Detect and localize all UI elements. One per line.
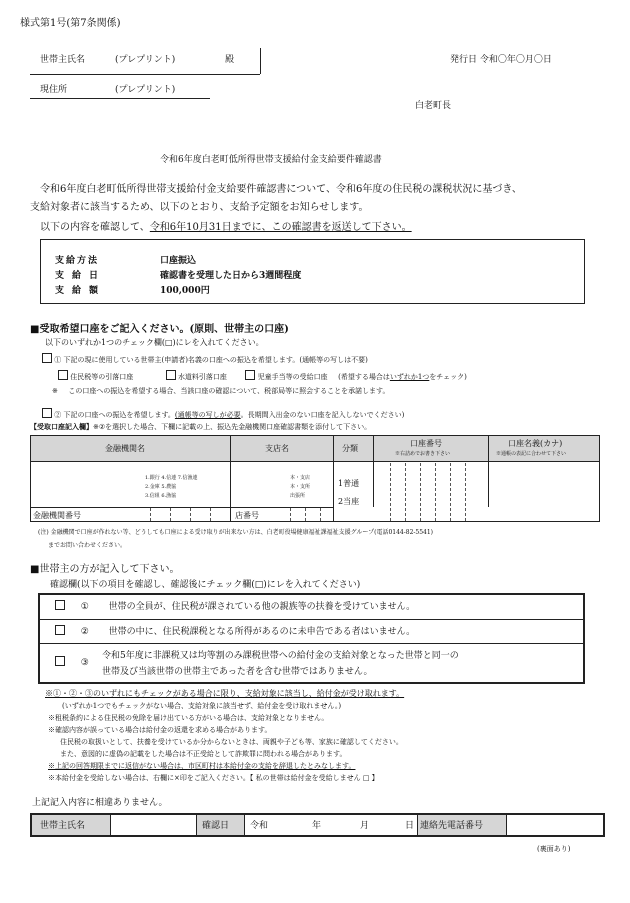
table-note xyxy=(30,422,371,432)
intro-line-3 xyxy=(40,218,412,233)
issuer: 白老町長 xyxy=(415,101,452,111)
payment-date-label: 支給日 xyxy=(55,271,107,281)
phone-label: 連絡先電話番号 xyxy=(420,821,484,831)
sig-divider-5 xyxy=(506,813,507,837)
note-7: ※上記の回答期限までに返信がない場合は、市区町村は本給付金の支給を辞退したとみなします。 xyxy=(48,762,356,770)
confirm-3-number: ③ xyxy=(80,658,89,668)
bank-types-2: 2.金庫 5.農協 xyxy=(145,484,177,490)
confirm-3-row xyxy=(55,656,89,668)
account-digit-sep-1 xyxy=(390,463,391,521)
account-digit-sep-3 xyxy=(420,463,421,521)
account-digit-sep-6 xyxy=(465,463,466,521)
branch-types-1: 本・支店 xyxy=(290,475,311,481)
confirm-3-text-2: 世帯及び当該世帯の世帯主であった者を含む世帯ではありません。 xyxy=(102,667,373,677)
option-1c-label: 児童手当等の受給口座 xyxy=(257,373,328,381)
note-4: ※確認内容が誤っている場合は給付金の返還を求める場合があります。 xyxy=(48,726,272,734)
branch-code-sep-3 xyxy=(320,508,321,521)
householder-heading: ■世帯主の方が記入して下さい。 xyxy=(30,564,180,575)
code-row-rule xyxy=(30,507,333,508)
option-1-checkbox[interactable] xyxy=(42,353,52,363)
note-2: (いずれか1つでもチェックがない場合、支給対象に該当せず、給付金を受け取れません。) xyxy=(62,702,342,710)
payment-box xyxy=(40,239,585,304)
honorific: 殿 xyxy=(225,55,235,65)
consent-note-text: この口座への振込を希望する場合、当該口座の確認について、税部局等に照会することを承諾します。 xyxy=(68,387,390,395)
payment-amount-label: 支給額 xyxy=(55,286,107,296)
col-divider-account xyxy=(488,435,489,507)
confirm-2-checkbox[interactable] xyxy=(55,625,65,635)
option-2-post: 。長期間入出金のない口座を記入しないでください) xyxy=(240,411,405,419)
address-label: 現住所 xyxy=(40,85,68,95)
payment-date-value: 確認書を受理した日から3週間程度 xyxy=(160,271,302,281)
option-2-checkbox[interactable] xyxy=(42,408,52,418)
branch-code-sep-1 xyxy=(290,508,291,521)
bank-code-sep-2 xyxy=(170,508,171,521)
branch-types-3: 出張所 xyxy=(290,493,306,499)
type-ordinary: 1普通 xyxy=(338,479,360,488)
option-2-label: ② 下記の口座への振込を希望します。 xyxy=(54,411,175,419)
sig-divider-1 xyxy=(110,813,111,837)
confirm-1-text: 世帯の全員が、住民税が課されている他の親族等の扶養を受けていません。 xyxy=(108,602,416,612)
note-3: ※租税条約による住民税の免除を届け出ている方がいる場合は、支給対象となりません。 xyxy=(48,714,329,722)
phone-field[interactable] xyxy=(508,816,602,834)
note-1: ※①・②・③のいずれにもチェックがある場合に限り、支給対象に該当し、給付金が受け取れます。 xyxy=(45,689,405,698)
back-page-note: (裏面あり) xyxy=(537,845,571,853)
option-1-note-post: をチェック) xyxy=(429,373,467,381)
bank-code-sep-4 xyxy=(210,508,211,521)
form-number: 様式第1号(第7条関係) xyxy=(20,18,121,29)
name-field[interactable] xyxy=(112,816,194,834)
note-5: 住民税の取扱いとして、扶養を受けているか分からないときは、両親や子ども等、家族に確認してください。 xyxy=(60,738,403,746)
date-month: 月 xyxy=(360,821,370,831)
col-type-header: 分類 xyxy=(342,444,358,453)
name-label: 世帯主氏名 xyxy=(40,821,86,831)
col-holder-sub: ※通帳の表記に合わせて下さい xyxy=(496,451,567,457)
sig-divider-3 xyxy=(244,813,245,837)
note-8: ※本給付金を受給しない場合は、右欄に×印をご記入ください。【 私の世帯は給付金を受給しません □ 】 xyxy=(48,774,379,782)
bank-types-3: 3.信組 6.漁協 xyxy=(145,493,177,499)
householder-value: (プレプリント) xyxy=(115,55,176,65)
account-sub: 以下のいずれか1つのチェック欄(□)にレを入れてください。 xyxy=(45,338,264,347)
account-digit-sep-4 xyxy=(435,463,436,521)
date-label: 確認日 xyxy=(202,821,230,831)
note-6: また、意図的に虚偽の記載をした場合は不正受給として詐欺罪に問われる場合があります。 xyxy=(60,750,347,758)
caution-2: までお問い合わせください。 xyxy=(48,542,127,549)
col-divider-type xyxy=(373,435,374,507)
option-1 xyxy=(42,353,368,365)
date-year: 年 xyxy=(312,821,322,831)
option-1c-checkbox[interactable] xyxy=(245,370,255,380)
code-row-end xyxy=(333,507,334,522)
col-holder-header: 口座名義(カナ) xyxy=(508,439,563,448)
option-2-underline: (通帳等の写しが必要 xyxy=(174,411,241,419)
option-2 xyxy=(42,408,404,420)
householder-label: 世帯主氏名 xyxy=(40,55,86,65)
account-heading: ■受取希望口座をご記入ください。(原則、世帯主の口座) xyxy=(30,324,289,335)
col-account-sub: ※右詰めでお書き下さい xyxy=(395,451,451,457)
confirm-item-2 xyxy=(55,624,415,637)
account-table-header-rule xyxy=(30,461,600,462)
header-rule-2 xyxy=(30,98,210,99)
consent-note xyxy=(52,386,390,396)
date-era: 令和 xyxy=(250,821,269,831)
option-1-note-underline: いずれか1つ xyxy=(389,373,430,381)
intro-line-2: 支給対象者に該当するため、以下のとおり、支給予定額をお知らせします。 xyxy=(30,202,369,213)
branch-types-2: 本・支所 xyxy=(290,484,311,490)
col-bank-header: 金融機関名 xyxy=(105,444,145,453)
header-divider xyxy=(260,48,261,74)
col-divider-branch xyxy=(333,435,334,507)
confirm-2-text: 世帯の中に、住民税課税となる所得があるのに未申告である者はいません。 xyxy=(108,627,416,637)
consent-note-mark: ※ xyxy=(52,387,58,395)
agreement-text: 上記記入内容に相違ありません。 xyxy=(32,798,168,808)
issue-date: 発行日 令和〇年〇月〇日 xyxy=(450,55,552,65)
header-rule-1 xyxy=(30,74,260,75)
address-value: (プレプリント) xyxy=(115,85,176,95)
bank-code-sep-3 xyxy=(190,508,191,521)
type-current: 2当座 xyxy=(338,497,360,506)
bank-code-label: 金融機関番号 xyxy=(33,511,81,520)
bank-code-sep-1 xyxy=(150,508,151,521)
confirmation-rule-2 xyxy=(38,643,585,644)
date-day: 日 xyxy=(405,821,415,831)
account-digit-sep-2 xyxy=(405,463,406,521)
option-1a-label: 住民税等の引落口座 xyxy=(70,373,134,381)
table-note-text: ※②を選択した場合、下欄に記載の上、振込先金融機関口座確認書類を添付して下さい。 xyxy=(93,423,372,431)
option-1a-checkbox[interactable] xyxy=(58,370,68,380)
col-branch-header: 支店名 xyxy=(265,444,289,453)
payment-amount-value: 100,000円 xyxy=(160,286,210,296)
bank-types-1: 1.銀行 4.信連 7.信漁連 xyxy=(145,475,198,481)
confirm-1-number: ① xyxy=(80,602,89,612)
document-title: 令和6年度白老町低所得世帯支援給付金支給要件確認書 xyxy=(160,155,382,165)
option-1b-label: 水道料引落口座 xyxy=(177,373,227,381)
branch-code-sep-2 xyxy=(305,508,306,521)
option-1b-checkbox[interactable] xyxy=(166,370,176,380)
option-1-sub xyxy=(58,370,467,382)
intro-deadline: 令和6年10月31日までに、この確認書を返送して下さい。 xyxy=(149,222,412,233)
option-1-label: ① 下記の現に使用している世帯主(申請者)名義の口座への振込を希望します。(通帳等の写しは不要) xyxy=(54,356,368,364)
payment-method-label: 支給方法 xyxy=(55,256,100,266)
table-note-bold: 【受取口座記入欄】 xyxy=(30,422,93,431)
col-account-header: 口座番号 xyxy=(410,439,442,448)
caution-1: (注) 金融機関で口座が作れない等、どうしても口座による受け取りが出来ない方は、白老町役場健康福祉課福祉支援グループ(電話0144-82-5541) xyxy=(38,529,434,536)
payment-method-value: 口座振込 xyxy=(160,256,197,266)
branch-code-label: 店番号 xyxy=(235,511,259,520)
confirm-1-checkbox[interactable] xyxy=(55,600,65,610)
confirm-3-text-1: 令和5年度に非課税又は均等割のみ課税世帯への給付金の支給対象となった世帯と同一の xyxy=(102,651,459,661)
intro-line-3-pre: 以下の内容を確認して、 xyxy=(40,222,150,233)
confirm-item-1 xyxy=(55,599,415,612)
householder-sub: 確認欄(以下の項目を確認し、確認後にチェック欄(□)にレを入れてください) xyxy=(50,580,361,590)
confirm-3-checkbox[interactable] xyxy=(55,656,65,666)
option-1-note-pre: (希望する場合は xyxy=(338,373,390,381)
account-digit-sep-5 xyxy=(450,463,451,521)
intro-line-1: 令和6年度白老町低所得世帯支援給付金支給要件確認書について、令和6年度の住民税の課税状況に基づき、 xyxy=(40,184,522,195)
confirm-2-number: ② xyxy=(80,627,89,637)
confirmation-rule-1 xyxy=(38,619,585,620)
col-divider-bank xyxy=(230,435,231,522)
